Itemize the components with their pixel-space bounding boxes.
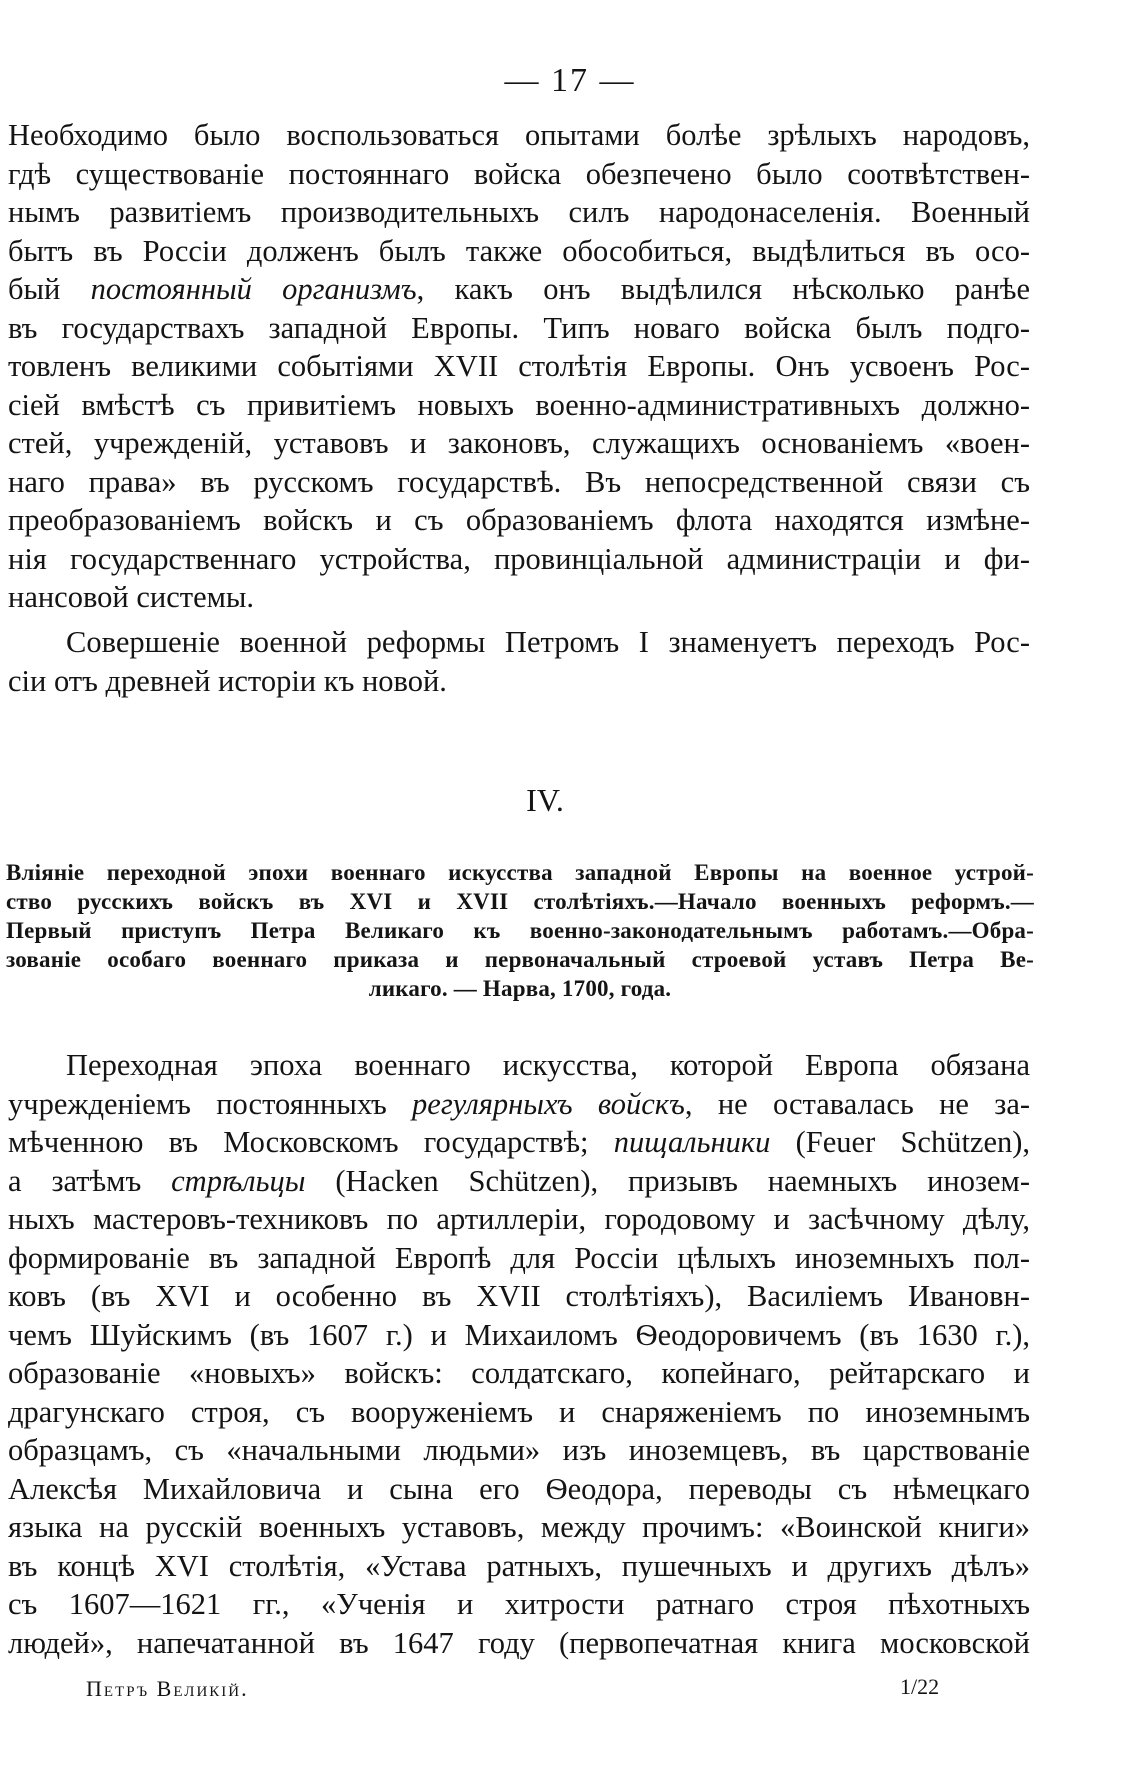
italic-term: постоянный организмъ <box>90 272 417 306</box>
text-line: ныхъ мастеровъ-техниковъ по артиллеріи, городовому и засѣчному дѣлу, <box>8 1202 1030 1236</box>
text-line: съ 1607—1621 гг., «Ученія и хитрости ратнаго строя пѣхотныхъ <box>8 1587 1030 1621</box>
summary-line: ликаго. — Нарва, 1700, года. <box>368 976 672 1001</box>
text-line: преобразованіемъ войскъ и съ образованіемъ флота находятся измѣне- <box>8 503 1030 537</box>
summary-line: Первый приступъ Петра Великаго къ военно-законодательнымъ работамъ.—Обра- <box>6 918 1034 943</box>
text-fragment: а затѣмъ <box>8 1163 142 1198</box>
italic-term: регулярныхъ войскъ <box>412 1086 685 1121</box>
text-line: сіей вмѣстѣ съ привитіемъ новыхъ военно-административныхъ должно- <box>8 387 1030 422</box>
paragraph-2 <box>8 623 1030 700</box>
text-fragment: , не оставалась не за- <box>684 1086 1031 1121</box>
text-line-with-italic <box>8 1162 1030 1201</box>
text-line: Алексѣя Михайловича и сына его Ѳеодора, переводы съ нѣмецкаго <box>8 1471 1030 1506</box>
summary-line: Вліяніе переходной эпохи военнаго искусства западной Европы на военное устрой- <box>6 860 1034 885</box>
text-line-with-italic <box>8 1123 1030 1162</box>
page-number: — 17 — <box>504 62 636 99</box>
paragraph-3 <box>8 1046 1030 1662</box>
text-line: чемъ Шуйскимъ (въ 1607 г.) и Михаиломъ Ѳеодоровичемъ (въ 1630 г.), <box>8 1317 1030 1352</box>
text-line: образцамъ, съ «начальными людьми» изъ иноземцевъ, въ царствованіе <box>8 1433 1030 1467</box>
text-line: нымъ развитіемъ производительныхъ силъ народонаселенія. Военный <box>8 195 1030 229</box>
italic-term: пищальники <box>613 1125 771 1159</box>
text-line: наго права» въ русскомъ государствѣ. Въ непосредственной связи съ <box>8 464 1030 499</box>
text-line: Необходимо было воспользоваться опытами болѣе зрѣлыхъ народовъ, <box>8 118 1030 152</box>
text-fragment: учрежденіемъ постоянныхъ <box>8 1086 387 1121</box>
text-line: стей, учрежденій, уставовъ и законовъ, служащихъ основаніемъ «воен- <box>8 426 1030 460</box>
summary-line: ство русскихъ войскъ въ XVI и XVII столѣтіяхъ.—Начало военныхъ реформъ.— <box>6 889 1034 914</box>
text-line: ковъ (въ XVI и особенно въ XVII столѣтіяхъ), Василіемъ Ивановн- <box>8 1279 1030 1313</box>
text-line: драгунскаго строя, съ вооруженіемъ и снаряженіемъ по иноземнымъ <box>8 1394 1030 1429</box>
signature-mark: Петръ Великій. <box>86 1676 249 1701</box>
text-line: бытъ въ Россіи долженъ былъ также обособиться, выдѣлиться въ осо- <box>8 233 1030 268</box>
text-line: сіи отъ древней исторіи къ новой. <box>8 663 447 698</box>
text-line: гдѣ существованіе постояннаго войска обезпечено было соотвѣтствен- <box>8 156 1030 191</box>
text-fragment: (Hacken Schützen), призывъ наемныхъ инозем- <box>335 1163 1031 1198</box>
text-fragment: (Feuer Schützen), <box>795 1125 1031 1159</box>
paragraph-1 <box>8 116 1030 617</box>
text-line: въ государствахъ западной Европы. Типъ новаго войска былъ подго- <box>8 310 1030 345</box>
text-line: нансовой системы. <box>8 580 255 614</box>
text-line: товленъ великими событіями XVII столѣтія Европы. Онъ усвоенъ Рос- <box>8 349 1030 383</box>
text-line: языка на русскій военныхъ уставовъ, между прочимъ: «Воинской книги» <box>8 1510 1030 1544</box>
text-line: Переходная эпоха военнаго искусства, которой Европа обязана <box>66 1048 1030 1082</box>
text-line: Совершеніе военной реформы Петромъ I знаменуетъ переходъ Рос- <box>66 625 1030 659</box>
section-summary <box>6 858 1034 1003</box>
sheet-mark: 1/22 <box>900 1674 940 1699</box>
text-line: образованіе «новыхъ» войскъ: солдатскаго, копейнаго, рейтарскаго и <box>8 1356 1030 1390</box>
text-line: въ концѣ XVI столѣтія, «Устава ратныхъ, пушечныхъ и другихъ дѣлъ» <box>8 1548 1030 1583</box>
text-line: формированіе въ западной Европѣ для Россіи цѣлыхъ иноземныхъ пол- <box>8 1240 1030 1275</box>
text-fragment: мѣченною въ Московскомъ государствѣ; <box>8 1125 589 1159</box>
text-fragment: , какъ онъ выдѣлился нѣсколько ранѣе <box>416 272 1031 306</box>
text-line-with-italic <box>8 270 1030 309</box>
summary-line: зованіе особаго военнаго приказа и первоначальный строевой уставъ Петра Ве- <box>6 947 1034 972</box>
section-number: IV. <box>526 782 564 818</box>
text-line: нія государственнаго устройства, провинціальной администраціи и фи- <box>8 541 1030 576</box>
text-line-with-italic <box>8 1085 1030 1124</box>
text-line: людей», напечатанной въ 1647 году (первопечатная книга московской <box>8 1625 1030 1660</box>
italic-term: стрѣльцы <box>171 1163 306 1198</box>
text-fragment: бый <box>8 272 61 306</box>
